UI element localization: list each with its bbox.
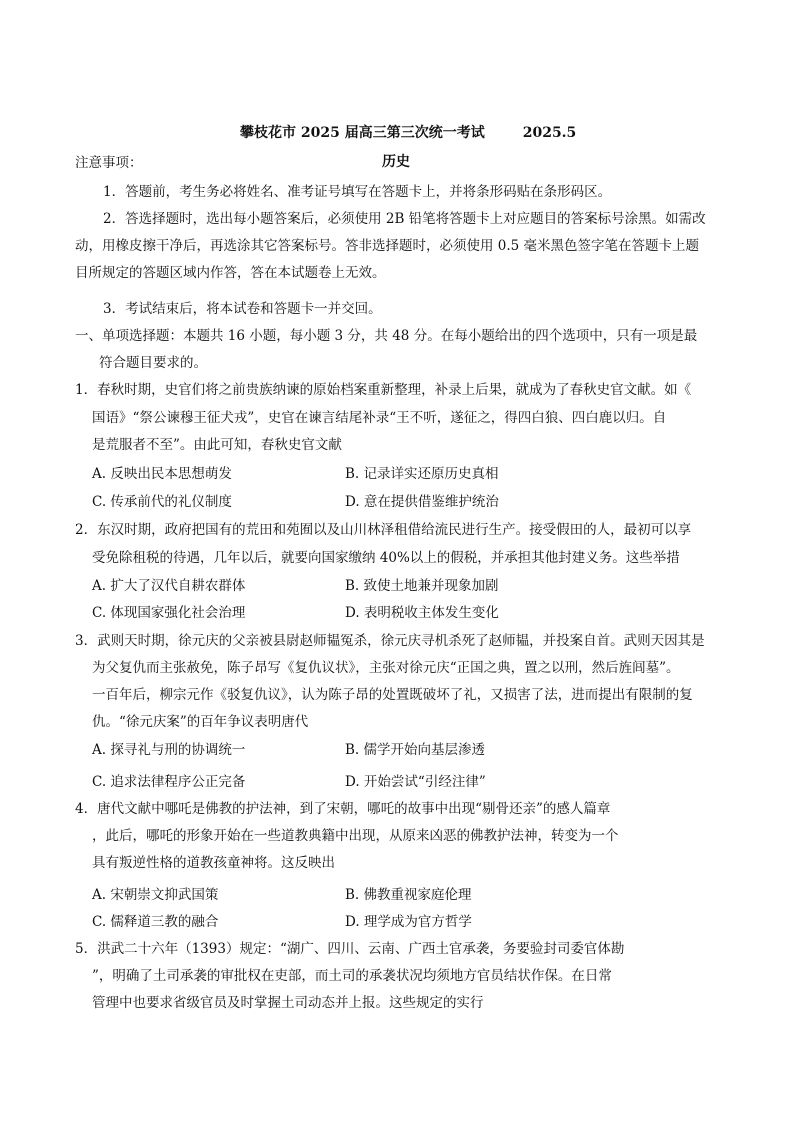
q4-stem-line-1: 4．唐代文献中哪吒是佛教的护法神，到了宋朝，哪吒的故事中出现“剔骨还亲”的感人篇章 xyxy=(75,801,611,817)
q1-option-a: A. 反映出民本思想萌发 xyxy=(92,466,232,482)
section-heading-line-1: 一、单项选择题：本题共 16 小题，每小题 3 分，共 48 分。在每小题给出的四个选项中，只有一项是最 xyxy=(75,328,698,344)
q2-option-c: C. 体现国家强化社会治理 xyxy=(92,605,246,621)
q5-stem-line-1: 5．洪武二十六年（1393）规定：“湖广、四川、云南、广西土官承袭，务要验封司委官体勘 xyxy=(75,941,625,957)
q3-stem-line-3: 一百年后，柳宗元作《驳复仇议》，认为陈子昂的处置既破坏了礼，又损害了法，进而提出有限制的复 xyxy=(92,687,693,703)
q1-stem-line-3: 是荒服者不至”。由此可知，春秋史官文献 xyxy=(92,437,342,453)
notice-heading: 注意事项： xyxy=(75,155,143,171)
q4-option-d: D. 理学成为官方哲学 xyxy=(345,914,472,930)
q4-option-a: A. 宋朝崇文抑武国策 xyxy=(92,887,219,903)
exam-title xyxy=(240,124,576,142)
q2-option-b: B. 致使土地兼并现象加剧 xyxy=(345,578,499,594)
q4-stem-line-2: ，此后，哪吒的形象开始在一些道教典籍中出现，从原来凶恶的佛教护法神，转变为一个 xyxy=(92,828,619,844)
q3-stem-line-4: 仇。“徐元庆案”的百年争议表明唐代 xyxy=(92,714,309,730)
q5-stem-line-2: ”，明确了土司承袭的审批权在吏部，而土司的承袭状况均须地方官员结状作保。在日常 xyxy=(92,968,612,984)
q1-option-d: D. 意在提供借鉴维护统治 xyxy=(345,494,499,510)
q1-stem-line-2: 国语》“祭公谏穆王征犬戎”，史官在谏言结尾补录“王不听，遂征之，得四白狼、四白鹿以归。自 xyxy=(92,410,667,426)
q4-stem-line-3: 具有叛逆性格的道教孩童神将。这反映出 xyxy=(92,855,335,871)
q2-option-d: D. 表明税收主体发生变化 xyxy=(345,605,499,621)
exam-title-text: 攀枝花市 2025 届高三第三次统一考试 xyxy=(240,125,485,141)
q5-stem-line-3: 管理中也要求省级官员及时掌握土司动态并上报。这些规定的实行 xyxy=(92,995,484,1011)
q1-stem-line-1: 1．春秋时期，史官们将之前贵族纳谏的原始档案重新整理，补录上后果，就成为了春秋史官文献。如《 xyxy=(75,382,692,398)
q3-option-a: A. 探寻礼与刑的协调统一 xyxy=(92,742,246,758)
q2-option-a: A. 扩大了汉代自耕农群体 xyxy=(92,578,246,594)
q4-option-c: C. 儒释道三教的融合 xyxy=(92,914,219,930)
q3-option-c: C. 追求法律程序公正完备 xyxy=(92,774,246,790)
q3-stem-line-2: 为父复仇而主张赦免，陈子昂写《复仇议状》，主张对徐元庆“正国之典，置之以刑，然后旌闾墓”。 xyxy=(92,660,680,676)
q3-stem-line-1: 3．武则天时期，徐元庆的父亲被县尉赵师韫冤杀，徐元庆寻机杀死了赵师韫，并投案自首。武则天因其是 xyxy=(75,633,705,649)
q4-option-b: B. 佛教重视家庭伦理 xyxy=(345,887,472,903)
notice-item-1: 1．答题前，考生务必将姓名、准考证号填写在答题卡上，并将条形码贴在条形码区。 xyxy=(103,184,612,200)
exam-date: 2025.5 xyxy=(522,125,577,141)
notice-item-2-line-3: 目所规定的答题区域内作答，答在本试题卷上无效。 xyxy=(75,265,386,281)
notice-item-2-line-2: 动，用橡皮擦干净后，再选涂其它答案标号。答非选择题时，必须使用 0.5 毫米黑色签字笔在答题卡上题 xyxy=(75,238,700,254)
q1-option-b: B. 记录详实还原历史真相 xyxy=(345,466,499,482)
q2-stem-line-2: 受免除租税的待遇，几年以后，就要向国家缴纳 40%以上的假税，并承担其他封建义务。这些举措 xyxy=(92,550,680,566)
section-heading-line-2: 符合题目要求的。 xyxy=(99,355,207,371)
subject-title: 历史 xyxy=(382,154,410,170)
q1-option-c: C. 传承前代的礼仪制度 xyxy=(92,494,232,510)
q3-option-b: B. 儒学开始向基层渗透 xyxy=(345,742,486,758)
q3-option-d: D. 开始尝试“引经注律” xyxy=(345,774,486,790)
notice-item-3: 3．考试结束后，将本试卷和答题卡一并交回。 xyxy=(103,301,382,317)
notice-item-2-line-1: 2．答选择题时，选出每小题答案后，必须使用 2B 铅笔将答题卡上对应题目的答案标号涂黑。如需改 xyxy=(103,211,706,227)
q2-stem-line-1: 2．东汉时期，政府把国有的荒田和苑囿以及山川林泽租借给流民进行生产。接受假田的人，最初可以享 xyxy=(75,522,692,538)
